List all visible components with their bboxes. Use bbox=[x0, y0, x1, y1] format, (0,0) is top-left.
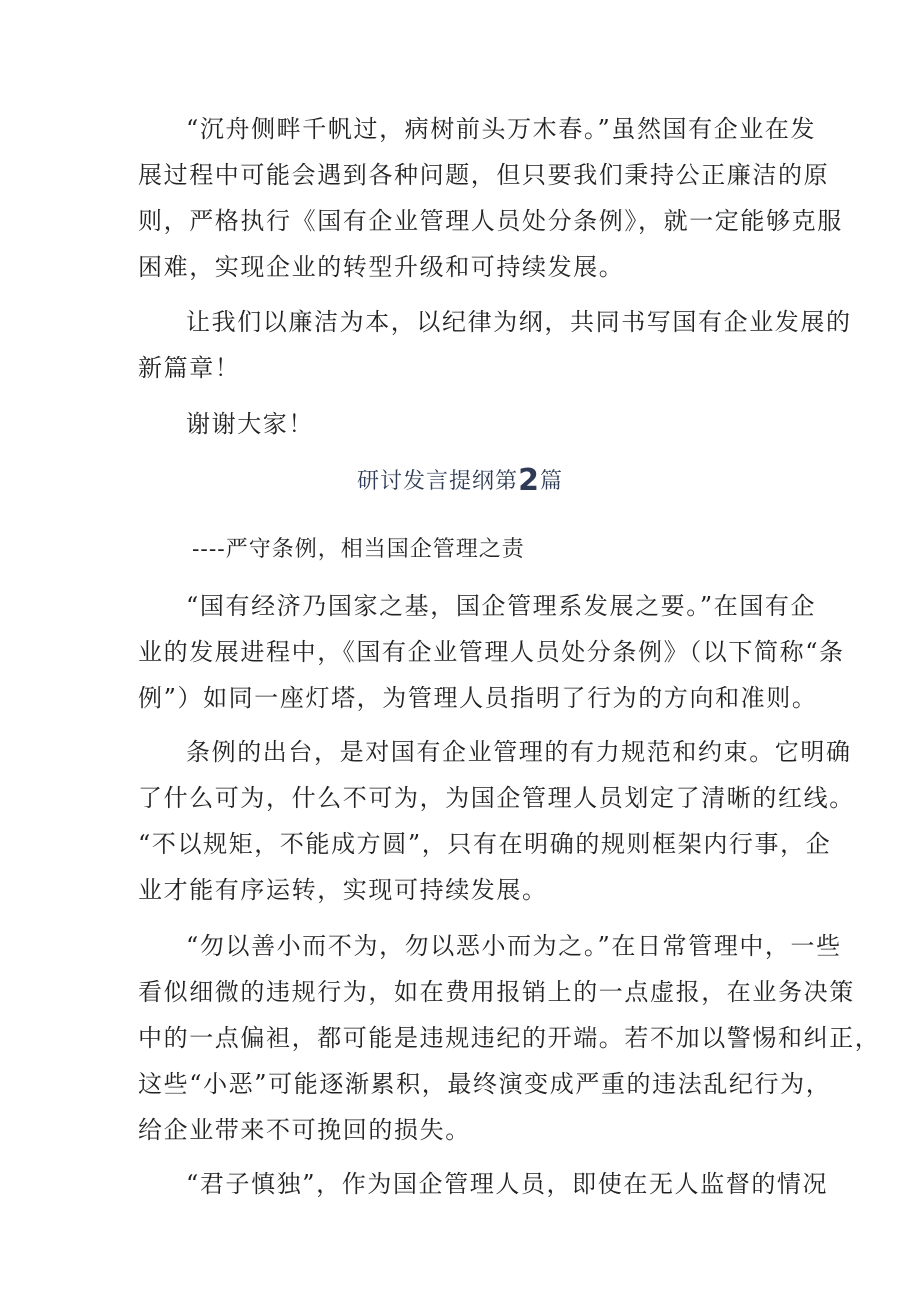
paragraph-6-line-3: 中的一点偏袒，都可能是违规违纪的开端。若不加以警惕和纠正， bbox=[138, 1024, 881, 1052]
section-title-suffix: 篇 bbox=[539, 469, 563, 494]
section-subtitle: ----严守条例，相当国企管理之责 bbox=[192, 537, 525, 562]
paragraph-1-line-4: 困难，实现企业的转型升级和可持续发展。 bbox=[138, 253, 625, 281]
paragraph-5-line-3: “不以规矩，不能成方圆”，只有在明确的规则框架内行事，企 bbox=[138, 830, 832, 858]
section-title bbox=[0, 465, 920, 498]
paragraph-6-line-5: 给企业带来不可挽回的损失。 bbox=[138, 1116, 471, 1144]
closing-thanks: 谢谢大家！ bbox=[186, 410, 314, 438]
paragraph-2-line-2: 新篇章！ bbox=[138, 354, 241, 382]
paragraph-6-line-4: 这些“小恶”可能逐渐累积，最终演变成严重的违法乱纪行为， bbox=[138, 1070, 832, 1098]
section-title-number: 2 bbox=[518, 463, 540, 498]
paragraph-5-line-2: 了什么可为，什么不可为，为国企管理人员划定了清晰的红线。 bbox=[138, 784, 855, 812]
section-title-prefix: 研讨发言提纲第 bbox=[357, 469, 519, 494]
paragraph-4-line-2: 业的发展进程中，《国有企业管理人员处分条例》（以下简称“条 bbox=[138, 638, 845, 666]
paragraph-1-line-3: 则，严格执行《国有企业管理人员处分条例》，就一定能够克服 bbox=[138, 207, 843, 235]
paragraph-6-line-1: “勿以善小而不为，勿以恶小而为之。”在日常管理中，一些 bbox=[186, 932, 842, 960]
paragraph-6-line-2: 看似细微的违规行为，如在费用报销上的一点虚报，在业务决策 bbox=[138, 978, 855, 1006]
paragraph-5-line-4: 业才能有序运转，实现可持续发展。 bbox=[138, 876, 548, 904]
paragraph-2-line-1: 让我们以廉洁为本，以纪律为纲，共同书写国有企业发展的 bbox=[186, 308, 852, 336]
paragraph-4-line-3: 例”）如同一座灯塔，为管理人员指明了行为的方向和准则。 bbox=[138, 684, 818, 712]
paragraph-7-line-1: “君子慎独”，作为国企管理人员，即使在无人监督的情况 bbox=[186, 1170, 829, 1198]
paragraph-4-line-1: “国有经济乃国家之基，国企管理系发展之要。”在国有企 bbox=[186, 592, 817, 620]
paragraph-5-line-1: 条例的出台，是对国有企业管理的有力规范和约束。它明确 bbox=[186, 738, 852, 766]
paragraph-1-line-1: “沉舟侧畔千帆过，病树前头万木春。”虽然国有企业在发 bbox=[186, 115, 817, 143]
paragraph-1-line-2: 展过程中可能会遇到各种问题，但只要我们秉持公正廉洁的原 bbox=[138, 161, 830, 189]
